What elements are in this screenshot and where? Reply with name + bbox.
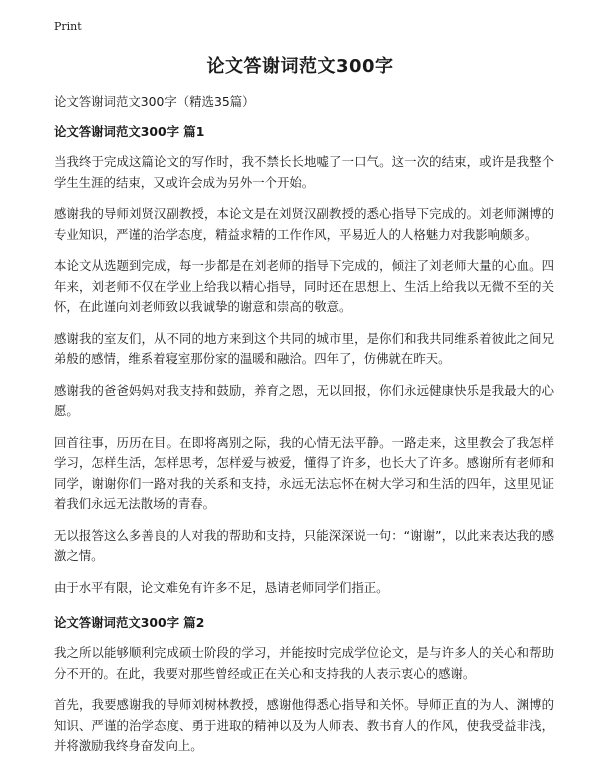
paragraph: 感谢我的爸爸妈妈对我支持和鼓励，养育之恩，无以回报，你们永远健康快乐是我最大的心愿。 — [54, 382, 554, 418]
paragraph: 由于水平有限，论文难免有许多不足，恳请老师同学们指正。 — [54, 579, 389, 595]
section-heading: 论文答谢词范文300字 篇1 — [54, 124, 205, 139]
section-1 — [54, 124, 554, 598]
paragraph: 首先，我要感谢我的导师刘树林教授，感谢他得悉心指导和关怀。导师正直的为人、渊博的知识、严谨的治学态度、勇于进取的精神以及为人师表、教书育人的作风，使我受益非浅，并将激励我终身奋发向上。 — [54, 697, 554, 753]
paragraph: 我之所以能够顺利完成硕士阶段的学习，并能按时完成学位论文，是与许多人的关心和帮助分不开的。在此，我要对那些曾经或正在关心和支持我的人表示衷心的感谢。 — [54, 645, 554, 681]
paragraph: 感谢我的导师刘贤汉副教授，本论文是在刘贤汉副教授的悉心指导下完成的。刘老师渊博的专业知识，严谨的治学态度，精益求精的工作作风，平易近人的人格魅力对我影响颇多。 — [54, 206, 554, 242]
section-2 — [54, 615, 554, 757]
paragraph: 当我终于完成这篇论文的写作时，我不禁长长地嘘了一口气。这一次的结束，或许是我整个学生生涯的结束，又或许会成为另外一个开始。 — [54, 154, 554, 190]
print-link[interactable]: Print — [54, 20, 82, 33]
section-heading: 论文答谢词范文300字 篇2 — [54, 615, 205, 630]
paragraph: 无以报答这么多善良的人对我的帮助和支持，只能深深说一句：“谢谢”，以此来表达我的感激之情。 — [54, 527, 554, 563]
page-title: 论文答谢词范文300字 — [206, 56, 394, 77]
paragraph: 本论文从选题到完成，每一步都是在刘老师的指导下完成的，倾注了刘老师大量的心血。四年来，刘老师不仅在学业上给我以精心指导，同时还在思想上、生活上给我以无微不至的关怀，在此谨向刘老师致以我诚挚的谢意和崇高的敬意。 — [54, 258, 554, 314]
paragraph: 回首往事，历历在目。在即将离别之际，我的心情无法平静。一路走来，这里教会了我怎样学习，怎样生活，怎样思考，怎样爱与被爱，懂得了许多，也长大了许多。感谢所有老师和同学，谢谢你们一路对我的关系和支持，永远无法忘怀在树大学习和生活的四年，这里见证着我们永远无法散场的青春。 — [54, 434, 554, 511]
paragraph: 感谢我的室友们，从不同的地方来到这个共同的城市里，是你们和我共同维系着彼此之间兄弟般的感情，维系着寝室那份家的温暖和融洽。四年了，仿佛就在昨天。 — [54, 330, 554, 366]
article-subtitle: 论文答谢词范文300字（精选35篇） — [54, 94, 255, 109]
article-body — [54, 94, 554, 768]
